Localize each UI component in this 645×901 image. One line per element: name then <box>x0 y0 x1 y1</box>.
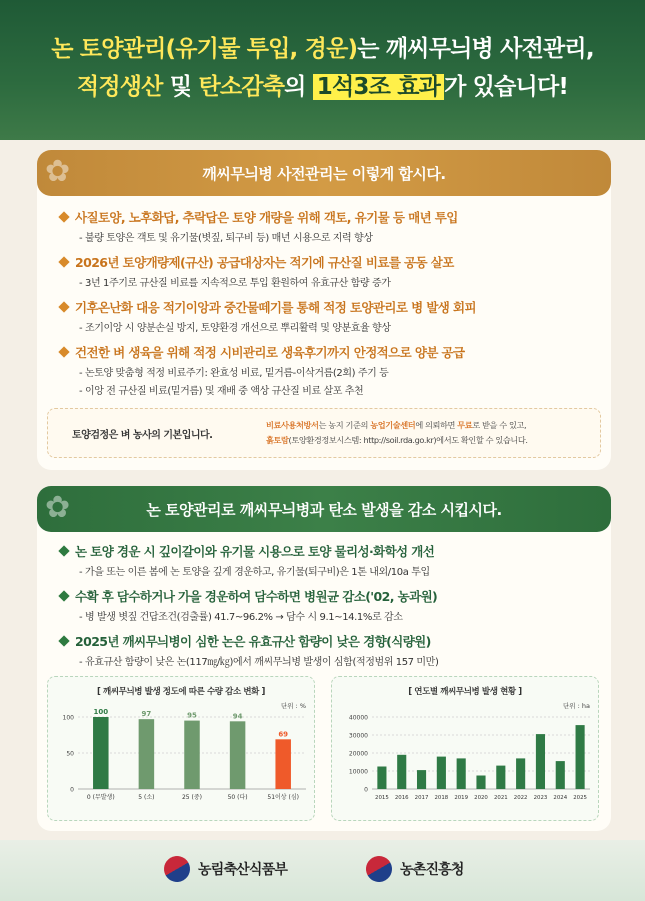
ministry-agriculture <box>164 856 287 882</box>
headline-of: 의 <box>284 74 313 100</box>
bar <box>476 776 485 790</box>
x-tick-label: 2021 <box>493 795 508 801</box>
x-tick-label: 25 (중) <box>181 794 203 801</box>
list-item <box>57 587 597 623</box>
diamond-bullet-icon <box>58 256 69 267</box>
headline-soil-management: 논 토양관리(유기물 투입, 경운) <box>51 36 358 62</box>
data-label: 95 <box>187 711 197 720</box>
y-tick-label: 50 <box>66 750 74 758</box>
list-item-title-text: 2026년 토양개량제(규산) 공급대상자는 적기에 규산질 비료를 공동 살포 <box>75 255 454 270</box>
yield-loss-chart <box>47 676 315 821</box>
y-tick-label: 30000 <box>348 732 368 740</box>
list-item <box>57 632 597 668</box>
x-tick-label: 50 (다) <box>227 794 248 801</box>
government-emblem-icon <box>159 851 195 887</box>
wheat-icon: ✿ <box>45 490 70 525</box>
list-item-detail: - 논토양 맞춤형 적정 비료주기: 완효성 비료, 밑거름-이삭거름(2회) 주기 등 <box>79 368 389 379</box>
note-prescription: 비료사용처방서 <box>266 420 319 430</box>
list-item-title <box>57 343 597 361</box>
diamond-bullet-icon <box>58 590 69 601</box>
bar <box>556 761 565 789</box>
section-reduction <box>37 486 611 831</box>
list-item <box>57 343 597 397</box>
chart-title: [ 연도별 깨씨무늬병 발생 현황 ] <box>408 687 522 697</box>
list-item-title <box>57 253 597 271</box>
header-banner <box>0 0 645 140</box>
bar <box>139 719 155 789</box>
list-item-title-text: 사질토양, 노후화답, 추락답은 토양 개량을 위해 객토, 유기물 등 매년 투입 <box>75 210 458 225</box>
prevention-list <box>57 208 597 406</box>
section-prevention-title: 깨씨무늬병 사전관리는 이렇게 합시다. <box>202 164 446 183</box>
x-tick-label: 2022 <box>513 795 528 801</box>
list-item-detail: - 이앙 전 규산질 비료(밑거름) 및 재배 중 액상 규산질 비료 살포 추천 <box>79 386 364 397</box>
diamond-bullet-icon <box>58 545 69 556</box>
chart-unit: 단위 : ha <box>563 702 590 710</box>
list-item <box>57 542 597 578</box>
bar <box>93 717 109 789</box>
chart-title: [ 깨씨무늬병 발생 정도에 따른 수량 감소 변화 ] <box>96 687 266 697</box>
x-tick-label: 2024 <box>553 795 568 801</box>
data-label: 94 <box>232 712 243 721</box>
section-prevention-banner <box>37 150 611 196</box>
list-item <box>57 208 597 244</box>
headline-effect-highlight: 1석3조 효과 <box>313 74 444 100</box>
x-tick-label: 2015 <box>375 795 389 801</box>
headline-line2 <box>0 68 645 101</box>
list-item-detail: - 유효규산 함량이 낮은 논(117㎎/㎏)에서 깨씨무늬병 발생이 심함(적정범위 157 미만) <box>79 657 439 668</box>
x-tick-label: 5 (소) <box>138 794 155 801</box>
note-center: 농업기술센터 <box>370 420 416 430</box>
note-free: 무료 <box>457 420 473 430</box>
data-label: 100 <box>93 708 109 716</box>
bar <box>437 757 446 789</box>
list-item-detail: - 조기이앙 시 양분손실 방지, 토양환경 개선으로 뿌리활력 및 양분효율 향상 <box>79 323 391 334</box>
section-reduction-title: 논 토양관리로 깨씨무늬병과 탄소 발생을 감소 시킵시다. <box>146 500 502 519</box>
bar <box>457 758 466 789</box>
diamond-bullet-icon <box>58 346 69 357</box>
list-item-title-text: 2025년 깨씨무늬병이 심한 논은 유효규산 함량이 낮은 경향(식량원) <box>75 634 431 649</box>
headline-carbon: 탄소감축 <box>198 74 285 100</box>
yearly-occurrence-chart-svg <box>332 707 598 819</box>
headline-production: 적정생산 <box>76 74 163 100</box>
x-tick-label: 2017 <box>414 795 429 801</box>
government-emblem-icon <box>361 851 397 887</box>
section-reduction-banner <box>37 486 611 532</box>
list-item-title <box>57 298 597 316</box>
list-item-title <box>57 587 597 605</box>
x-tick-label: 51이상 (심) <box>267 794 300 801</box>
rda-name: 농촌진흥청 <box>400 862 464 878</box>
note-url-text: (토양환경정보시스템: http://soil.rda.go.kr)에서도 확인할 수 있습니다. <box>288 435 528 445</box>
note-text: 로 받을 수 있고, <box>472 420 527 430</box>
bar <box>576 725 585 789</box>
list-item-title <box>57 542 597 560</box>
bar <box>516 758 525 789</box>
headline-disease: 깨씨무늬병 사전관리, <box>385 36 594 62</box>
yearly-occurrence-chart <box>331 676 599 821</box>
y-tick-label: 10000 <box>348 768 368 776</box>
list-item-detail: - 불량 토양은 객토 및 유기물(볏짚, 퇴구비 등) 매년 시용으로 지력 향상 <box>79 233 373 244</box>
soil-test-note <box>47 408 601 458</box>
list-item-title-text: 논 토양 경운 시 깊이갈이와 유기물 시용으로 토양 물리성·화학성 개선 <box>75 544 435 559</box>
diamond-bullet-icon <box>58 211 69 222</box>
list-item <box>57 253 597 289</box>
note-text: 에 의뢰하면 <box>415 420 458 430</box>
list-item-title <box>57 208 597 226</box>
x-tick-label: 2016 <box>394 795 409 801</box>
ministry-agriculture-name: 농림축산식품부 <box>198 862 288 878</box>
list-item-title-text: 수확 후 담수하거나 가을 경운하여 담수하면 병원균 감소('02, 농과원) <box>75 589 438 604</box>
footer <box>0 840 645 901</box>
rural-development-administration <box>366 856 464 882</box>
headline-particle: 는 <box>357 36 386 62</box>
list-item-title <box>57 632 597 650</box>
x-tick-label: 0 (무발생) <box>86 794 115 801</box>
y-tick-label: 40000 <box>348 714 368 722</box>
bar <box>496 766 505 789</box>
note-heuktoram: 흙토람 <box>266 435 289 445</box>
soil-test-description <box>266 418 528 448</box>
y-tick-label: 0 <box>364 786 368 794</box>
headline-and: 및 <box>162 74 199 100</box>
data-label: 97 <box>141 710 152 719</box>
section-prevention <box>37 150 611 470</box>
reduction-list <box>57 542 597 677</box>
note-text: 는 농지 기준의 <box>318 420 371 430</box>
x-tick-label: 2019 <box>454 795 469 801</box>
list-item <box>57 298 597 334</box>
wheat-icon: ✿ <box>45 154 70 189</box>
x-tick-label: 2018 <box>434 795 449 801</box>
yield-loss-chart-svg <box>48 707 314 819</box>
data-label: 69 <box>278 730 289 739</box>
headline-line1 <box>0 30 645 63</box>
bar <box>536 734 545 789</box>
list-item-title-text: 건전한 벼 생육을 위해 적정 시비관리로 생육후기까지 안정적으로 양분 공급 <box>75 345 465 360</box>
bar <box>230 721 246 789</box>
list-item-detail: - 병 발생 볏짚 건답조건(검출률) 41.7~96.2% → 담수 시 9.1~14.1%로 감소 <box>79 612 403 623</box>
x-tick-label: 2023 <box>533 795 548 801</box>
bar <box>377 767 386 790</box>
chart-unit: 단위 : % <box>280 702 306 710</box>
bar <box>184 721 200 789</box>
bar <box>275 739 291 789</box>
soil-test-headline: 토양검정은 벼 농사의 기본입니다. <box>72 430 213 441</box>
x-tick-label: 2025 <box>573 795 587 801</box>
diamond-bullet-icon <box>58 635 69 646</box>
bar <box>417 770 426 789</box>
bar <box>397 755 406 789</box>
y-tick-label: 0 <box>70 786 74 794</box>
list-item-detail: - 3년 1주기로 규산질 비료를 지속적으로 투입 환원하여 유효규산 함량 증가 <box>79 278 391 289</box>
list-item-detail: - 가을 또는 이른 봄에 논 토양을 깊게 경운하고, 유기물(퇴구비)은 1톤 내외/10a 투입 <box>79 567 430 578</box>
headline-end: 가 있습니다! <box>444 74 569 100</box>
diamond-bullet-icon <box>58 301 69 312</box>
y-tick-label: 100 <box>62 714 74 722</box>
list-item-title-text: 기후온난화 대응 적기이앙과 중간물떼기를 통해 적정 토양관리로 병 발생 회피 <box>75 300 476 315</box>
y-tick-label: 20000 <box>348 750 368 758</box>
x-tick-label: 2020 <box>474 795 488 801</box>
